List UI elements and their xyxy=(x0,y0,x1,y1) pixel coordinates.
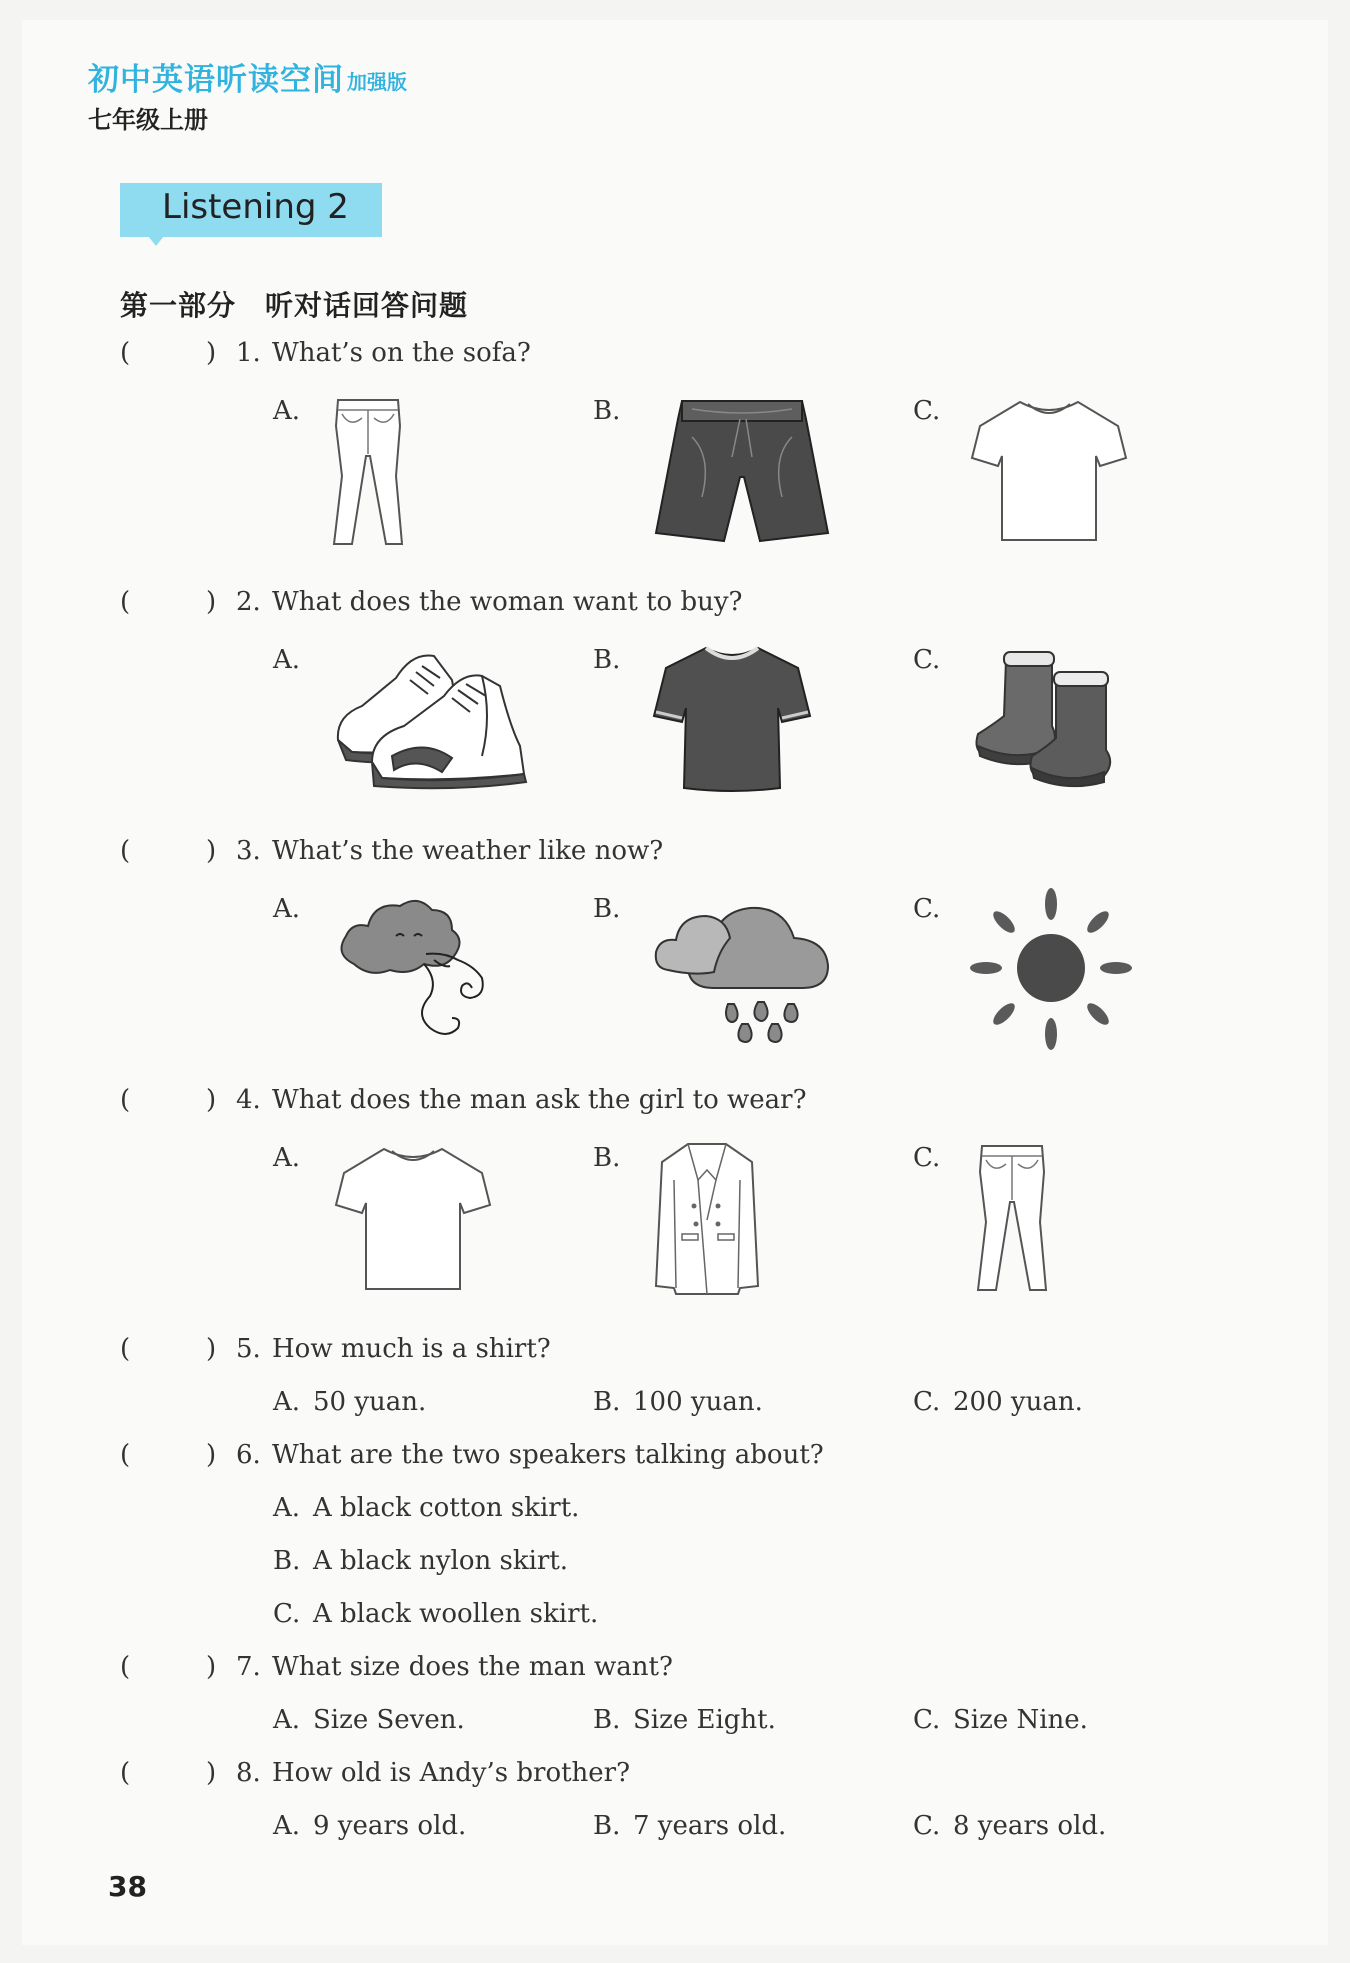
answer-blank-close: ) xyxy=(206,587,217,617)
answer-blank-close: ) xyxy=(206,1440,217,1470)
white-t-shirt-icon xyxy=(968,396,1130,544)
question-number: 6. xyxy=(236,1440,261,1470)
answer-blank-open: ( xyxy=(120,587,131,617)
answer-blank-open: ( xyxy=(120,1652,131,1682)
option-text: A black cotton skirt. xyxy=(313,1493,580,1523)
trousers-icon xyxy=(328,396,408,548)
option-text: 7 years old. xyxy=(633,1811,787,1841)
option-letter: C. xyxy=(913,1811,941,1841)
option-text: 8 years old. xyxy=(953,1811,1107,1841)
option-letter: B. xyxy=(593,1705,621,1735)
white-t-shirt-icon xyxy=(332,1143,494,1293)
option-text: 200 yuan. xyxy=(953,1387,1083,1417)
sunny-icon xyxy=(974,892,1128,1048)
option-text: Size Eight. xyxy=(633,1705,776,1735)
option-letter: A. xyxy=(273,645,301,675)
option-letter: B. xyxy=(593,396,621,426)
option-text: 9 years old. xyxy=(313,1811,467,1841)
option-letter: B. xyxy=(593,1143,621,1173)
trousers-icon xyxy=(972,1142,1052,1294)
question-number: 1. xyxy=(236,338,261,368)
question-number: 3. xyxy=(236,836,261,866)
option-letter: B. xyxy=(593,645,621,675)
answer-blank-open: ( xyxy=(120,836,131,866)
option-text: Size Nine. xyxy=(953,1705,1088,1735)
option-letter: C. xyxy=(913,1143,941,1173)
series-title: 初中英语听读空间 xyxy=(88,62,344,98)
option-letter: A. xyxy=(273,894,301,924)
question-text: What are the two speakers talking about? xyxy=(272,1440,824,1470)
option-letter: B. xyxy=(593,894,621,924)
question-number: 5. xyxy=(236,1334,261,1364)
option-letter: A. xyxy=(273,1387,301,1417)
banner-label: Listening 2 xyxy=(162,187,349,227)
option-text: 50 yuan. xyxy=(313,1387,427,1417)
question-text: How much is a shirt? xyxy=(272,1334,551,1364)
edition-label: 加强版 xyxy=(347,70,407,94)
windy-icon xyxy=(334,894,494,1046)
shorts-icon xyxy=(652,397,832,545)
question-number: 2. xyxy=(236,587,261,617)
question-number: 8. xyxy=(236,1758,261,1788)
question-text: What does the man ask the girl to wear? xyxy=(272,1085,807,1115)
option-letter: A. xyxy=(273,1811,301,1841)
question-text: What size does the man want? xyxy=(272,1652,673,1682)
option-text: 100 yuan. xyxy=(633,1387,763,1417)
section-heading: 第一部分 听对话回答问题 xyxy=(120,289,469,322)
question-number: 7. xyxy=(236,1652,261,1682)
answer-blank-open: ( xyxy=(120,338,131,368)
answer-blank-close: ) xyxy=(206,836,217,866)
option-letter: C. xyxy=(913,1387,941,1417)
option-letter: C. xyxy=(913,1705,941,1735)
option-letter: A. xyxy=(273,1143,301,1173)
answer-blank-close: ) xyxy=(206,1758,217,1788)
dark-t-shirt-icon xyxy=(650,642,814,794)
option-letter: B. xyxy=(593,1811,621,1841)
option-letter: C. xyxy=(913,396,941,426)
question-text: What’s the weather like now? xyxy=(272,836,664,866)
answer-blank-close: ) xyxy=(206,1085,217,1115)
option-letter: B. xyxy=(273,1546,301,1576)
question-text: What’s on the sofa? xyxy=(272,338,531,368)
option-letter: A. xyxy=(273,396,301,426)
option-letter: C. xyxy=(913,894,941,924)
option-letter: C. xyxy=(913,645,941,675)
answer-blank-open: ( xyxy=(120,1085,131,1115)
sneakers-icon xyxy=(332,646,532,790)
answer-blank-close: ) xyxy=(206,1334,217,1364)
banner-tail xyxy=(148,236,164,246)
option-text: Size Seven. xyxy=(313,1705,465,1735)
option-letter: C. xyxy=(273,1599,301,1629)
page-number: 38 xyxy=(108,1870,147,1903)
answer-blank-open: ( xyxy=(120,1440,131,1470)
answer-blank-close: ) xyxy=(206,338,217,368)
answer-blank-close: ) xyxy=(206,1652,217,1682)
question-text: What does the woman want to buy? xyxy=(272,587,743,617)
option-letter: A. xyxy=(273,1705,301,1735)
option-letter: B. xyxy=(593,1387,621,1417)
option-text: A black woollen skirt. xyxy=(313,1599,599,1629)
question-text: How old is Andy’s brother? xyxy=(272,1758,631,1788)
coat-icon xyxy=(654,1140,760,1296)
grade-label: 七年级上册 xyxy=(88,106,208,134)
answer-blank-open: ( xyxy=(120,1334,131,1364)
question-number: 4. xyxy=(236,1085,261,1115)
rainy-icon xyxy=(654,892,832,1048)
option-letter: A. xyxy=(273,1493,301,1523)
answer-blank-open: ( xyxy=(120,1758,131,1788)
boots-icon xyxy=(970,646,1124,792)
option-text: A black nylon skirt. xyxy=(313,1546,569,1576)
